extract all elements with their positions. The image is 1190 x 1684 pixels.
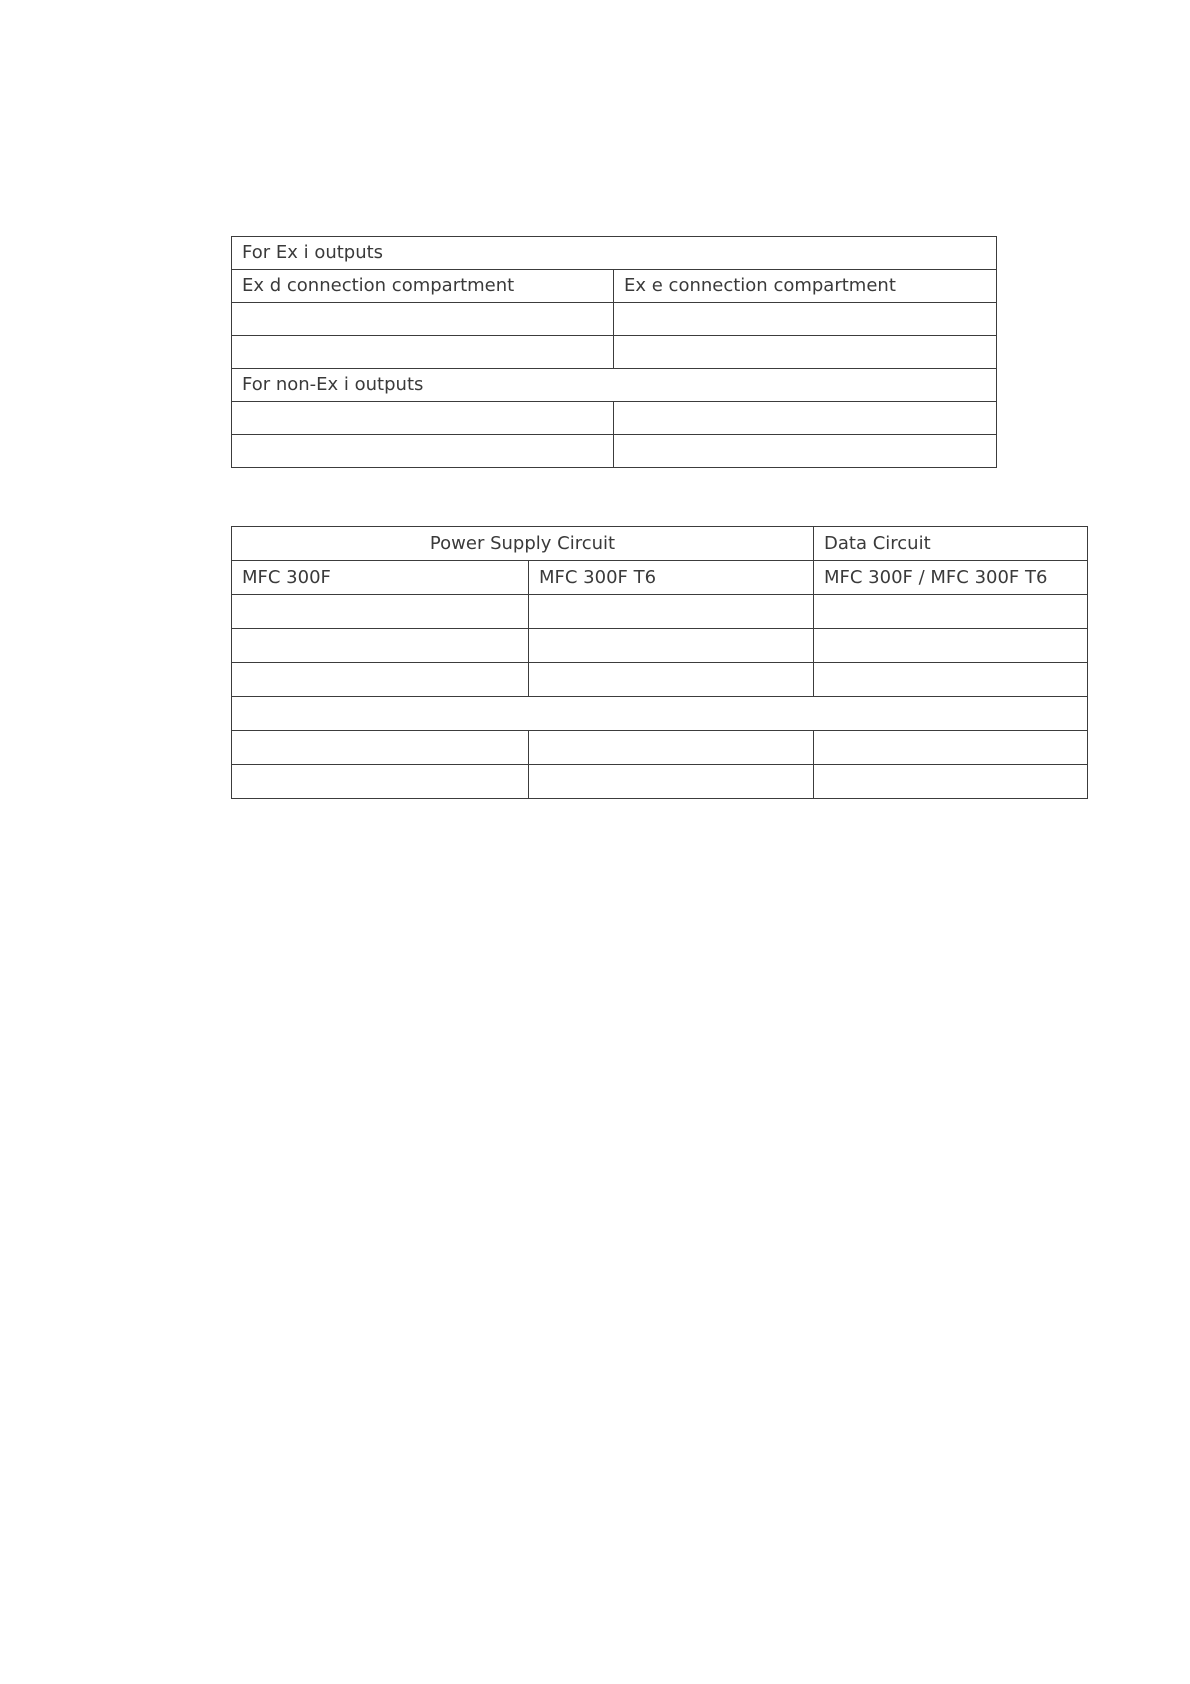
table-row — [232, 435, 997, 468]
table-cell — [232, 402, 614, 435]
table-row — [232, 303, 997, 336]
table-cell — [232, 629, 529, 663]
table-cell — [814, 629, 1088, 663]
table-row — [232, 561, 1088, 595]
table-cell — [232, 765, 529, 799]
table-row — [232, 663, 1088, 697]
mfc-300f-combined-header: MFC 300F / MFC 300F T6 — [814, 561, 1088, 595]
table-row — [232, 237, 997, 270]
table-row — [232, 595, 1088, 629]
table-cell — [614, 336, 997, 369]
table-cell — [232, 595, 529, 629]
table-row — [232, 697, 1088, 731]
table-cell — [814, 765, 1088, 799]
data-circuit-header: Data Circuit — [814, 527, 1088, 561]
mfc-300f-t6-header: MFC 300F T6 — [529, 561, 814, 595]
table-cell — [529, 629, 814, 663]
ex-i-outputs-header: For Ex i outputs — [232, 237, 997, 270]
table-cell — [814, 595, 1088, 629]
table-cell — [529, 765, 814, 799]
table-row — [232, 629, 1088, 663]
circuits-table — [231, 526, 1088, 799]
table-row — [232, 336, 997, 369]
ex-d-compartment-header: Ex d connection compartment — [232, 270, 614, 303]
table-row — [232, 270, 997, 303]
table-cell — [814, 663, 1088, 697]
table-cell — [232, 336, 614, 369]
table-cell — [232, 731, 529, 765]
table-cell — [232, 303, 614, 336]
ex-e-compartment-header: Ex e connection compartment — [614, 270, 997, 303]
table-cell — [529, 663, 814, 697]
table-cell — [232, 663, 529, 697]
table-cell — [614, 303, 997, 336]
table-row — [232, 765, 1088, 799]
table-cell — [529, 731, 814, 765]
table-cell — [232, 697, 1088, 731]
power-supply-circuit-header: Power Supply Circuit — [232, 527, 814, 561]
table-cell — [814, 731, 1088, 765]
ex-outputs-table — [231, 236, 997, 468]
table-cell — [232, 435, 614, 468]
mfc-300f-header: MFC 300F — [232, 561, 529, 595]
table-row — [232, 402, 997, 435]
table-row — [232, 527, 1088, 561]
non-ex-i-outputs-header: For non-Ex i outputs — [232, 369, 997, 402]
table-cell — [529, 595, 814, 629]
table-cell — [614, 402, 997, 435]
table-row — [232, 369, 997, 402]
table-cell — [614, 435, 997, 468]
table-row — [232, 731, 1088, 765]
